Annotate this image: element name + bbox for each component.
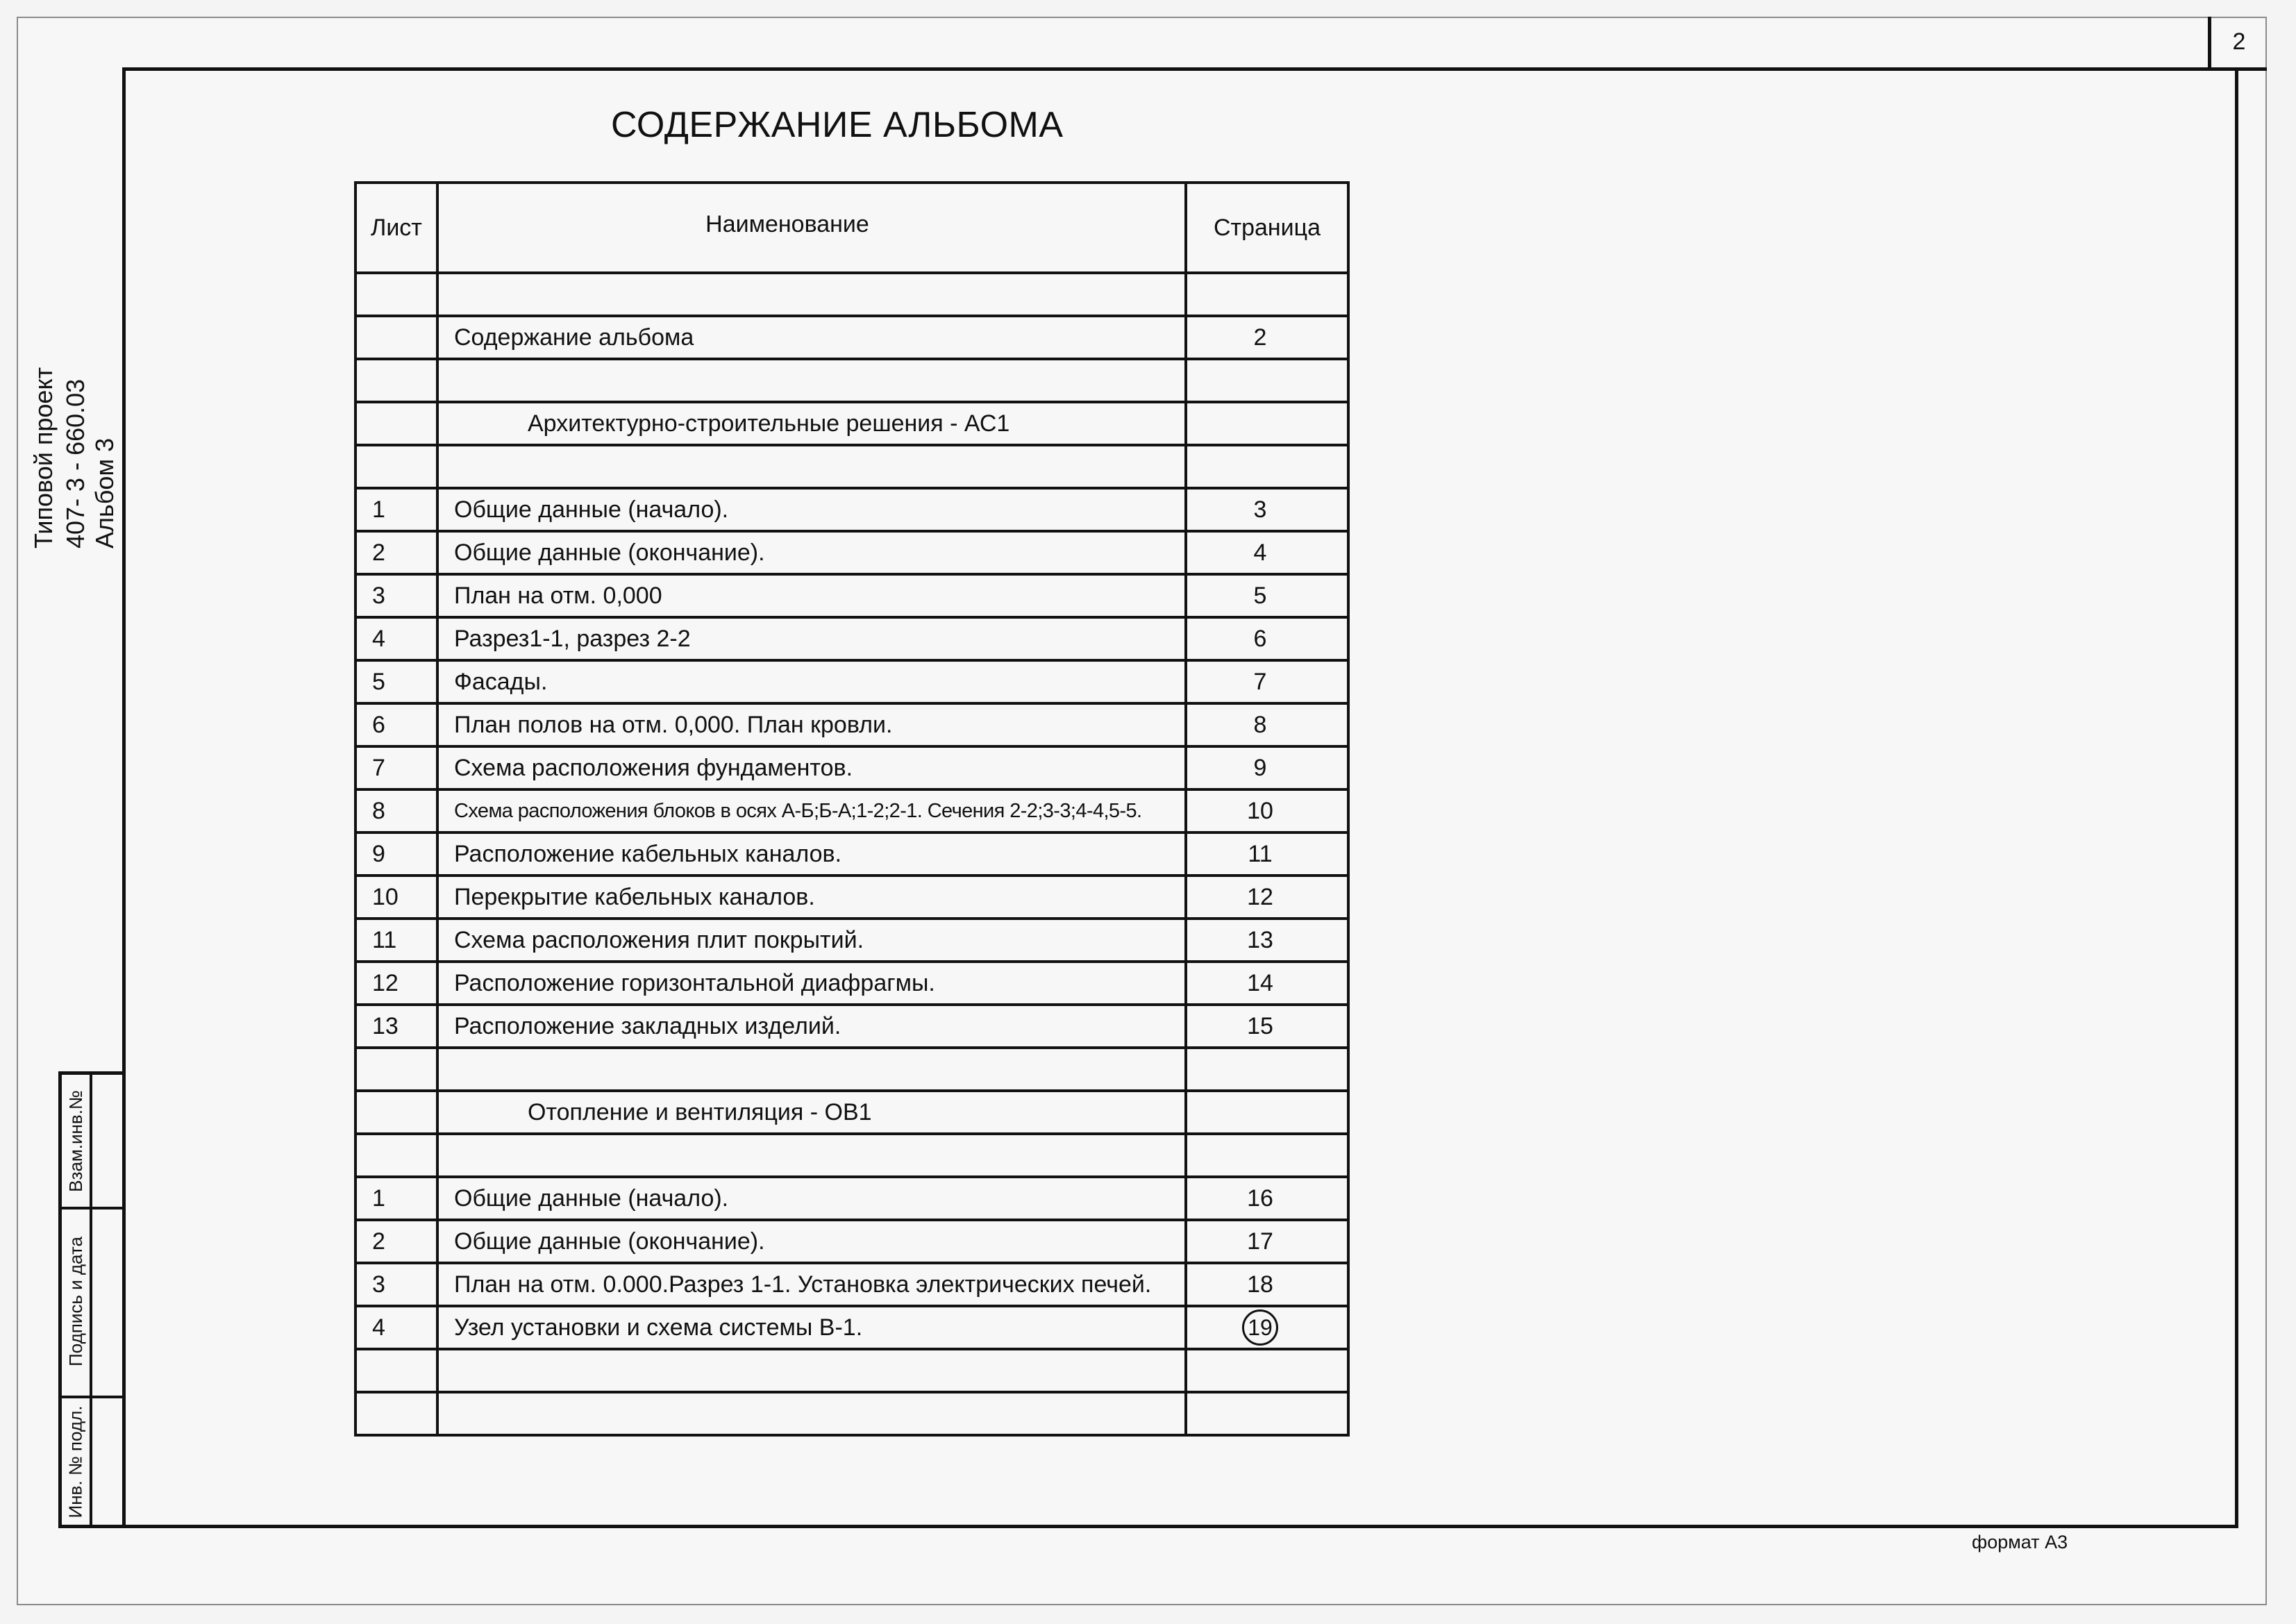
cell-sheet: 8 [355,789,437,832]
cell-name: Расположение горизонтальной диафрагмы. [437,962,1186,1005]
cell-page: 3 [1186,488,1348,531]
cell-sheet: 12 [355,962,437,1005]
cell-sheet: 4 [355,1306,437,1349]
contents-table [354,181,1350,1437]
cell-name: Перекрытие кабельных каналов. [437,876,1186,919]
cell-name [437,1392,1186,1435]
cell-name: Узел установки и схема системы В-1. [437,1306,1186,1349]
cell-page [1186,1048,1348,1091]
cell-page: 12 [1186,876,1348,919]
cell-page [1186,359,1348,402]
cell-sheet: 5 [355,660,437,703]
cell-name: Общие данные (окончание). [437,1220,1186,1263]
cell-name [437,1048,1186,1091]
cell-page: 9 [1186,746,1348,789]
cell-sheet [355,402,437,445]
stamp-sign-date [62,1207,92,1396]
cell-sheet: 3 [355,574,437,617]
table-row [355,273,1348,316]
stamp-inv-orig [62,1396,92,1528]
cell-sheet [355,359,437,402]
table-row [355,919,1348,962]
cell-sheet [355,1091,437,1134]
table-row [355,1177,1348,1220]
stamp-replace-inv [62,1075,92,1207]
table-row [355,1091,1348,1134]
cell-page [1186,1091,1348,1134]
cell-name [437,1134,1186,1177]
table-row [355,1263,1348,1306]
table-row [355,1306,1348,1349]
table-row [355,1005,1348,1048]
cell-page [1186,402,1348,445]
table-header-row [355,183,1348,273]
cell-sheet: 9 [355,832,437,876]
table-row [355,832,1348,876]
side-title-line-2: 407- 3 - 660.03 [61,378,90,549]
header-sheet: Лист [355,183,437,273]
header-name: Наименование [437,183,1186,273]
cell-sheet [355,273,437,316]
section-heading: Архитектурно-строительные решения - АС1 [437,402,1186,445]
cell-sheet [355,1392,437,1435]
table-row [355,574,1348,617]
cell-name: План на отм. 0,000 [437,574,1186,617]
cell-sheet: 11 [355,919,437,962]
cell-page [1186,1392,1348,1435]
cell-sheet: 13 [355,1005,437,1048]
circled-page-number: 19 [1242,1309,1278,1346]
cell-name: План полов на отм. 0,000. План кровли. [437,703,1186,746]
cell-name: Содержание альбома [437,316,1186,359]
cell-name: План на отм. 0.000.Разрез 1-1. Установка электрических печей. [437,1263,1186,1306]
cell-name: Разрез1-1, разрез 2-2 [437,617,1186,660]
cell-page: 18 [1186,1263,1348,1306]
cell-name: Фасады. [437,660,1186,703]
stamp-inv-orig-label: Инв. № подл. [65,1405,86,1518]
table-row [355,531,1348,574]
cell-sheet: 10 [355,876,437,919]
cell-sheet: 3 [355,1263,437,1306]
cell-name: Общие данные (начало). [437,488,1186,531]
cell-sheet: 4 [355,617,437,660]
page-title: СОДЕРЖАНИЕ АЛЬБОМА [611,105,1064,145]
header-page: Страница [1186,183,1348,273]
cell-name [437,1349,1186,1392]
section-heading: Отопление и вентиляция - ОВ1 [437,1091,1186,1134]
cell-sheet: 1 [355,1177,437,1220]
page-number-value: 2 [2232,28,2246,55]
table-row [355,746,1348,789]
cell-sheet: 6 [355,703,437,746]
side-title [31,326,121,549]
cell-sheet: 7 [355,746,437,789]
cell-page: 13 [1186,919,1348,962]
table-row [355,617,1348,660]
cell-sheet [355,1349,437,1392]
table-row [355,1048,1348,1091]
cell-sheet: 2 [355,1220,437,1263]
cell-page: 6 [1186,617,1348,660]
table-row [355,445,1348,488]
cell-page: 15 [1186,1005,1348,1048]
cell-sheet [355,316,437,359]
format-label: формат А3 [1972,1532,2068,1552]
page-number [2208,17,2267,71]
cell-name: Расположение закладных изделий. [437,1005,1186,1048]
table-row [355,789,1348,832]
cell-page [1186,1349,1348,1392]
cell-page: 4 [1186,531,1348,574]
cell-sheet [355,1048,437,1091]
table-row [355,876,1348,919]
cell-sheet: 2 [355,531,437,574]
left-stamp [58,1071,122,1528]
cell-name [437,273,1186,316]
cell-page: 7 [1186,660,1348,703]
table-row [355,402,1348,445]
cell-name: Схема расположения плит покрытий. [437,919,1186,962]
table-row [355,1220,1348,1263]
table-row [355,316,1348,359]
cell-page [1186,273,1348,316]
cell-page: 10 [1186,789,1348,832]
table-row [355,1392,1348,1435]
table-row [355,962,1348,1005]
cell-page: 2 [1186,316,1348,359]
table-row [355,488,1348,531]
table-row [355,660,1348,703]
cell-page [1186,1306,1348,1349]
side-title-line-1: Типовой проект [29,367,58,549]
stamp-sign-date-label: Подпись и дата [65,1236,86,1366]
cell-page [1186,1134,1348,1177]
cell-name [437,445,1186,488]
cell-page: 16 [1186,1177,1348,1220]
cell-sheet [355,445,437,488]
cell-page: 17 [1186,1220,1348,1263]
cell-page [1186,445,1348,488]
cell-sheet: 1 [355,488,437,531]
cell-name: Общие данные (начало). [437,1177,1186,1220]
cell-name: Схема расположения фундаментов. [437,746,1186,789]
cell-page: 8 [1186,703,1348,746]
table-row [355,1134,1348,1177]
cell-name: Расположение кабельных каналов. [437,832,1186,876]
cell-sheet [355,1134,437,1177]
cell-page: 11 [1186,832,1348,876]
cell-page: 5 [1186,574,1348,617]
table-row [355,359,1348,402]
stamp-replace-inv-label: Взам.инв.№ [65,1089,86,1192]
cell-name: Общие данные (окончание). [437,531,1186,574]
cell-name: Схема расположения блоков в осях А-Б;Б-А;1-2;2-1. Сечения 2-2;3-3;4-4,5-5. [437,789,1186,832]
table-row [355,1349,1348,1392]
cell-name [437,359,1186,402]
cell-page: 14 [1186,962,1348,1005]
side-title-line-3: Альбом 3 [90,437,119,549]
table-row [355,703,1348,746]
